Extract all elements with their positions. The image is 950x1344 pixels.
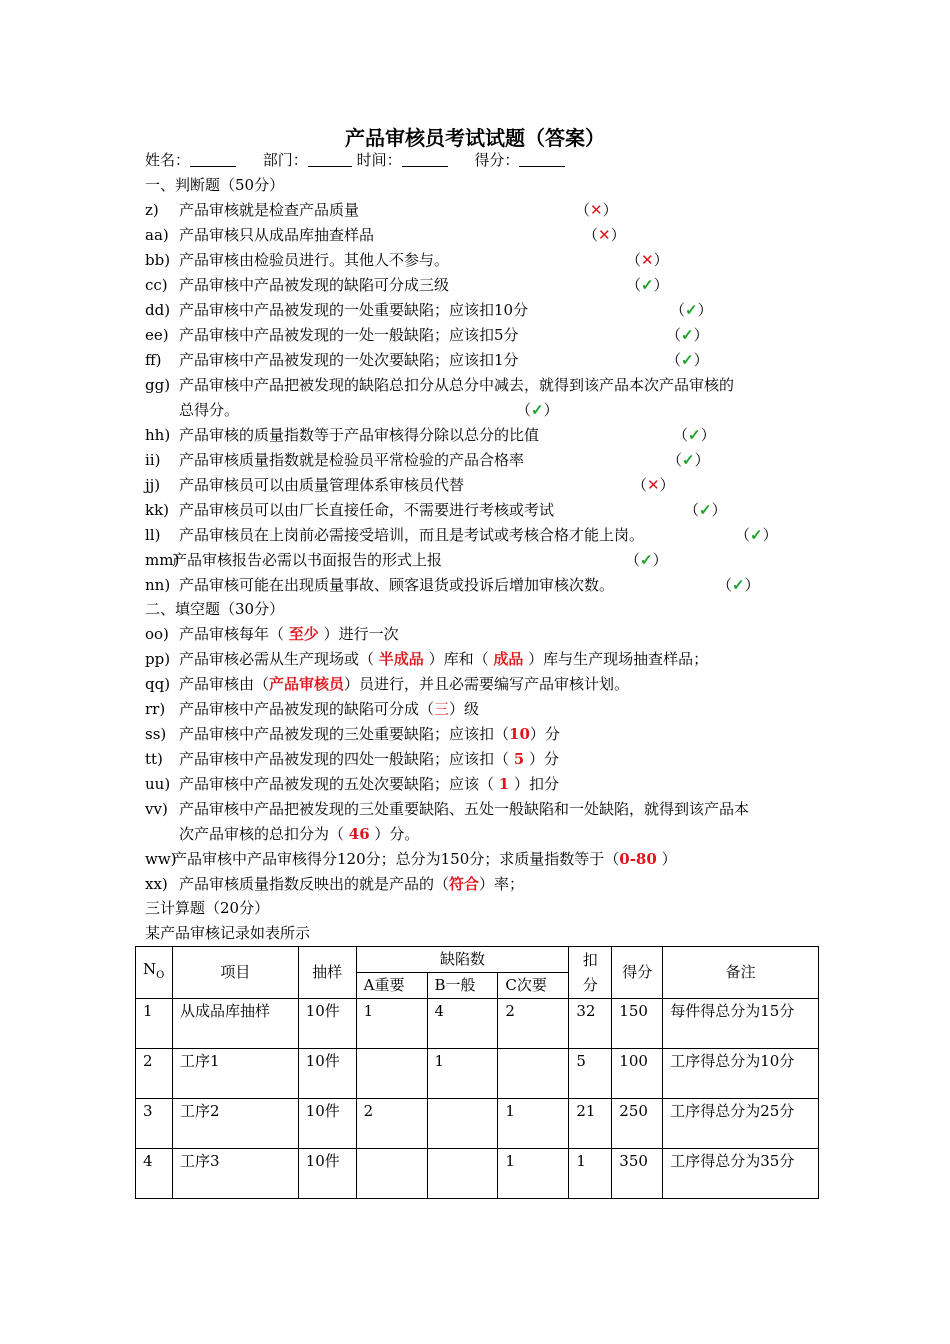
cell-b [427, 1149, 498, 1199]
cell-a [356, 1149, 427, 1199]
cell-deduct: 1 [569, 1149, 612, 1199]
score-blank [519, 150, 565, 167]
check-icon: ✓ [681, 326, 694, 344]
cell-sample: 10件 [298, 999, 356, 1049]
header-sample: 抽样 [298, 947, 356, 999]
question-text: 产品审核中产品被发现的缺陷可分成（三）级 [179, 700, 480, 718]
answer-mark: （✓） [625, 551, 668, 569]
item-number: xx) [145, 875, 168, 893]
answer-mark: （✓） [684, 501, 727, 519]
cross-icon: ✕ [598, 226, 611, 244]
answer-fill: 半成品 [378, 650, 424, 668]
item-number: ll) [145, 526, 161, 544]
item-number: ff) [145, 351, 162, 369]
name-label: 姓名： [145, 151, 191, 169]
answer-mark: （✓） [666, 351, 709, 369]
question-text: 产品审核中产品被发现的缺陷可分成三级 [179, 276, 450, 294]
cell-no: 4 [136, 1149, 173, 1199]
answer-mark: （✓） [516, 401, 559, 419]
item-number: aa) [145, 226, 169, 244]
answer-fill: 成品 [493, 650, 524, 668]
item-number: gg) [145, 376, 171, 394]
check-icon: ✓ [681, 351, 694, 369]
section1-heading: 一、判断题（50分） [145, 176, 285, 194]
header-b-general: B一般 [427, 973, 498, 999]
answer-fill: 至少 [288, 625, 319, 643]
check-icon: ✓ [685, 301, 698, 319]
answer-mark: （✕） [626, 251, 669, 269]
question-text: 产品审核由（产品审核员）员进行，并且必需要编写产品审核计划。 [179, 675, 630, 693]
header-remark: 备注 [663, 947, 819, 999]
item-number: jj) [145, 476, 161, 494]
question-text: 产品审核中产品把被发现的三处重要缺陷、五处一般缺陷和一处缺陷，就得到该产品本 [179, 800, 750, 818]
answer-fill: 三 [434, 700, 450, 718]
item-number: qq) [145, 675, 171, 693]
question-text: 产品审核每年（ 至少 ）进行一次 [179, 625, 399, 643]
cell-sample: 10件 [298, 1049, 356, 1099]
answer-fill: 产品审核员 [269, 675, 345, 693]
cell-item: 工序2 [172, 1099, 298, 1149]
cell-item: 从成品库抽样 [172, 999, 298, 1049]
time-label: 时间： [356, 151, 402, 169]
answer-mark: （✓） [666, 326, 709, 344]
answer-fill: 46 [348, 825, 370, 843]
check-icon: ✓ [531, 401, 544, 419]
answer-mark: （✓） [735, 526, 778, 544]
item-number: rr) [145, 700, 166, 718]
question-text: 产品审核由检验员进行。其他人不参与。 [179, 251, 450, 269]
table-intro: 某产品审核记录如表所示 [145, 924, 311, 942]
answer-mark: （✕） [583, 226, 626, 244]
cell-no: 1 [136, 999, 173, 1049]
score-label: 得分： [474, 151, 520, 169]
question-text: 产品审核中产品被发现的五处次要缺陷；应该（ 1 ）扣分 [179, 775, 559, 793]
cell-sample: 10件 [298, 1149, 356, 1199]
cell-deduct: 21 [569, 1099, 612, 1149]
check-icon: ✓ [750, 526, 763, 544]
question-text: 产品审核质量指数就是检验员平常检验的产品合格率 [179, 451, 525, 469]
header-fields [145, 148, 565, 172]
answer-mark: （✓） [626, 276, 669, 294]
question-text-continued: 总得分。 [179, 401, 240, 419]
answer-mark: （✓） [717, 576, 760, 594]
cell-no: 2 [136, 1049, 173, 1099]
table-row [136, 999, 819, 1049]
cell-score: 150 [612, 999, 663, 1049]
item-number: z) [145, 201, 159, 219]
question-text: 产品审核员可以由厂长直接任命，不需要进行考核或考试 [179, 501, 555, 519]
item-number: dd) [145, 301, 171, 319]
question-text: 产品审核中产品被发现的一处次要缺陷；应该扣1分 [179, 351, 519, 369]
cell-b: 4 [427, 999, 498, 1049]
question-text: 产品审核就是检查产品质量 [179, 201, 360, 219]
answer-mark: （✓） [673, 426, 716, 444]
table-row [136, 1049, 819, 1099]
cell-score: 350 [612, 1149, 663, 1199]
item-number: oo) [145, 625, 169, 643]
header-defects: 缺陷数 [356, 947, 569, 973]
cell-item: 工序1 [172, 1049, 298, 1099]
item-number: kk) [145, 501, 170, 519]
question-text: 产品审核中产品把被发现的缺陷总扣分从总分中减去，就得到该产品本次产品审核的 [179, 376, 735, 394]
cell-c: 1 [498, 1149, 569, 1199]
item-number: mm) [145, 551, 180, 569]
header-item: 项目 [172, 947, 298, 999]
item-number: tt) [145, 750, 163, 768]
cell-c: 2 [498, 999, 569, 1049]
question-text: 产品审核中产品被发现的一处重要缺陷；应该扣10分 [179, 301, 529, 319]
question-text: 产品审核中产品被发现的三处重要缺陷；应该扣（10）分 [179, 725, 560, 743]
cell-score: 250 [612, 1099, 663, 1149]
item-number: pp) [145, 650, 171, 668]
name-blank [190, 150, 236, 167]
item-number: ee) [145, 326, 169, 344]
item-number: hh) [145, 426, 171, 444]
table-row [136, 1099, 819, 1149]
answer-mark: （✕） [575, 201, 618, 219]
header-score: 得分 [612, 947, 663, 999]
header-c-minor: C次要 [498, 973, 569, 999]
answer-mark: （✕） [632, 476, 675, 494]
check-icon: ✓ [732, 576, 745, 594]
cell-score: 100 [612, 1049, 663, 1099]
item-number: ii) [145, 451, 161, 469]
document-title: 产品审核员考试试题（答案） [345, 126, 605, 150]
question-text: 产品审核员在上岗前必需接受培训，而且是考试或考核合格才能上岗。 [179, 526, 645, 544]
answer-mark: （✓） [667, 451, 710, 469]
dept-label: 部门： [262, 151, 308, 169]
item-number: uu) [145, 775, 171, 793]
time-blank [402, 150, 448, 167]
check-icon: ✓ [641, 276, 654, 294]
check-icon: ✓ [699, 501, 712, 519]
audit-record-table [135, 946, 819, 1199]
item-number: ww) [145, 850, 177, 868]
question-text: 产品审核中产品被发现的一处一般缺陷；应该扣5分 [179, 326, 519, 344]
cell-remark: 工序得总分为10分 [663, 1049, 819, 1099]
cell-item: 工序3 [172, 1149, 298, 1199]
cell-deduct: 5 [569, 1049, 612, 1099]
item-number: cc) [145, 276, 168, 294]
question-text: 产品审核员可以由质量管理体系审核员代替 [179, 476, 465, 494]
question-text: 产品审核必需从生产现场或（ 半成品 ）库和（ 成品 ）库与生产现场抽查样品； [179, 650, 709, 668]
cell-c: 1 [498, 1099, 569, 1149]
answer-fill: 符合 [449, 875, 480, 893]
cell-b: 1 [427, 1049, 498, 1099]
header-deduct: 扣分 [569, 947, 612, 999]
table-row [136, 1149, 819, 1199]
answer-fill: 5 [513, 750, 525, 768]
dept-blank [308, 150, 352, 167]
cell-a: 1 [356, 999, 427, 1049]
header-no: $N_O$ [136, 947, 173, 999]
cell-remark: 每件得总分为15分 [663, 999, 819, 1049]
question-text: 产品审核中产品被发现的四处一般缺陷；应该扣（ 5 ）分 [179, 750, 559, 768]
cross-icon: ✕ [590, 201, 603, 219]
question-text: 产品审核报告必需以书面报告的形式上报 [172, 551, 443, 569]
cross-icon: ✕ [641, 251, 654, 269]
question-text-continued: 次产品审核的总扣分为（ 46 ）分。 [179, 825, 420, 843]
section3-heading: 三计算题（20分） [145, 899, 270, 917]
check-icon: ✓ [682, 451, 695, 469]
cell-c [498, 1049, 569, 1099]
answer-fill: 1 [498, 775, 510, 793]
cell-remark: 工序得总分为25分 [663, 1099, 819, 1149]
cell-sample: 10件 [298, 1099, 356, 1149]
answer-fill: 0-80 [619, 850, 657, 868]
answer-mark: （✓） [670, 301, 713, 319]
item-number: nn) [145, 576, 171, 594]
item-number: ss) [145, 725, 167, 743]
question-text: 产品审核质量指数反映出的就是产品的（符合）率； [179, 875, 525, 893]
question-text: 产品审核只从成品库抽查样品 [179, 226, 375, 244]
cell-no: 3 [136, 1099, 173, 1149]
cell-a [356, 1049, 427, 1099]
question-text: 产品审核中产品审核得分120分；总分为150分；求质量指数等于（0-80 ） [172, 850, 677, 868]
item-number: vv) [145, 800, 168, 818]
cell-a: 2 [356, 1099, 427, 1149]
cell-remark: 工序得总分为35分 [663, 1149, 819, 1199]
section2-heading: 二、填空题（30分） [145, 600, 285, 618]
question-text: 产品审核可能在出现质量事故、顾客退货或投诉后增加审核次数。 [179, 576, 615, 594]
cell-b [427, 1099, 498, 1149]
question-text: 产品审核的质量指数等于产品审核得分除以总分的比值 [179, 426, 540, 444]
answer-fill: 10 [509, 725, 530, 743]
cross-icon: ✕ [647, 476, 660, 494]
cell-deduct: 32 [569, 999, 612, 1049]
check-icon: ✓ [688, 426, 701, 444]
check-icon: ✓ [640, 551, 653, 569]
header-a-major: A重要 [356, 973, 427, 999]
item-number: bb) [145, 251, 171, 269]
